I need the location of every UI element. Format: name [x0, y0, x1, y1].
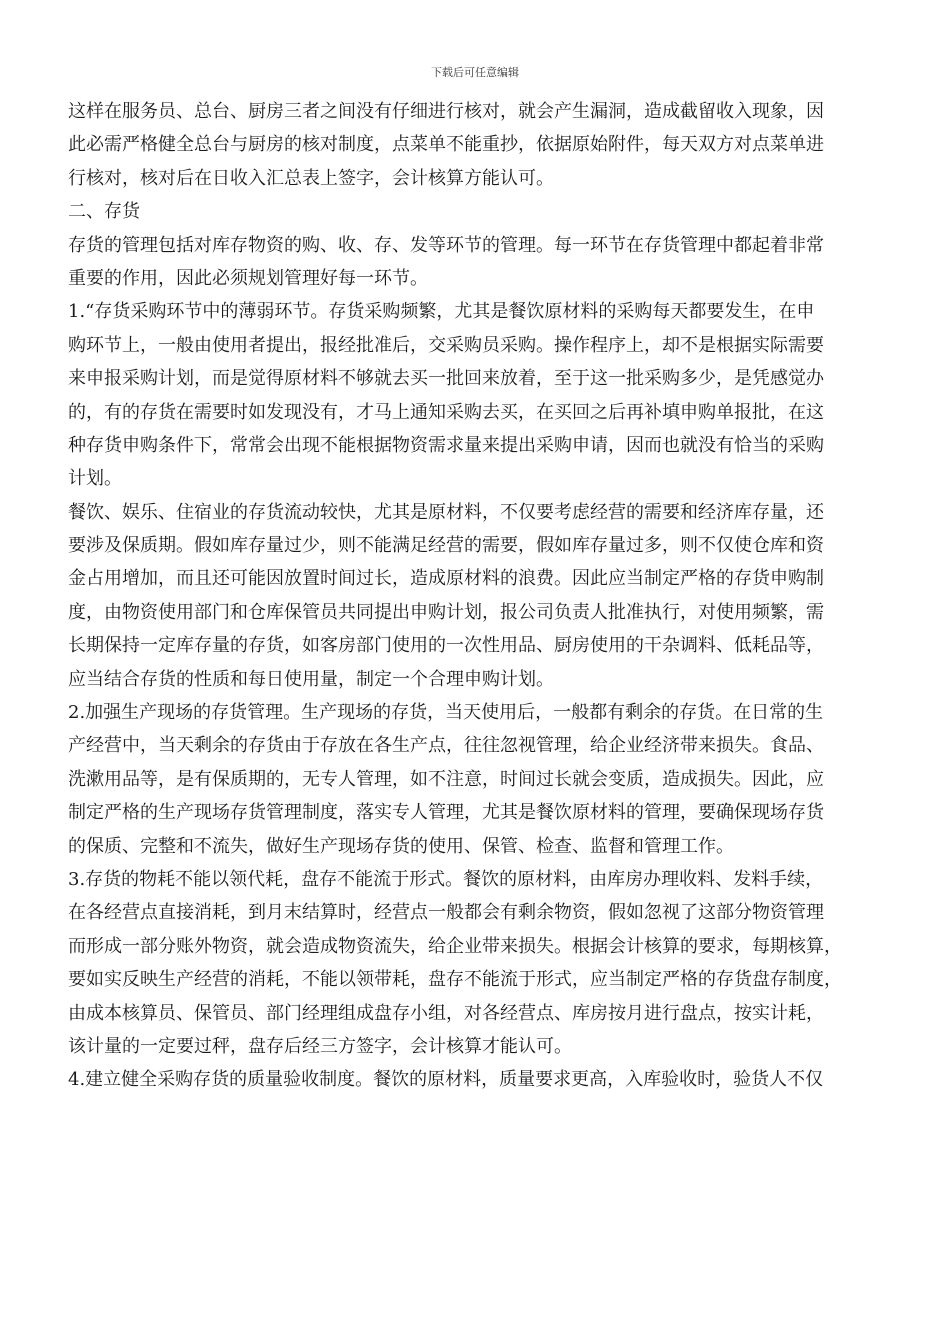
text-line: 3.存货的物耗不能以领代耗，盘存不能流于形式。餐饮的原材料，由库房办理收料、发料手续， [68, 868, 824, 890]
text-line: 餐饮、娱乐、住宿业的存货流动较快，尤其是原材料，不仅要考虑经营的需要和经济库存量，还 [68, 501, 824, 523]
text-line: 洗漱用品等，是有保质期的，无专人管理，如不注意，时间过长就会变质，造成损失。因此，应 [68, 768, 824, 790]
text-line: 计划。 [68, 468, 122, 490]
text-line: 该计量的一定要过秤，盘存后经三方签字，会计核算才能认可。 [68, 1035, 572, 1057]
text-line: 的，有的存货在需要时如发现没有，才马上通知采购去买，在买回之后再补填申购单报批，在这 [68, 401, 824, 423]
text-line: 由成本核算员、保管员、部门经理组成盘存小组，对各经营点、库房按月进行盘点，按实计耗， [68, 1002, 824, 1024]
text-line: 在各经营点直接消耗，到月末结算时，经营点一般都会有剩余物资，假如忽视了这部分物资管理 [68, 902, 824, 924]
text-line: 行核对，核对后在日收入汇总表上签字，会计核算方能认可。 [68, 167, 554, 189]
text-line: 1.“存货采购环节中的薄弱环节。存货采购频繁，尤其是餐饮原材料的采购每天都要发生，在申 [68, 301, 815, 323]
text-line: 度，由物资使用部门和仓库保管员共同提出申购计划，报公司负责人批准执行，对使用频繁，需 [68, 601, 824, 623]
text-line: 种存货申购条件下，常常会出现不能根据物资需求量来提出采购申请，因而也就没有恰当的采购 [68, 434, 824, 456]
page-header: 下载后可任意编辑 [431, 66, 519, 79]
text-line: 存货的管理包括对库存物资的购、收、存、发等环节的管理。每一环节在存货管理中都起着非常 [68, 234, 824, 256]
section-heading: 二、存货 [68, 201, 140, 223]
document-body [68, 95, 880, 1097]
text-line: 2.加强生产现场的存货管理。生产现场的存货，当天使用后，一般都有剩余的存货。在日常的生 [68, 702, 824, 724]
text-line: 这样在服务员、总台、厨房三者之间没有仔细进行核对，就会产生漏洞，造成截留收入现象，因 [68, 101, 824, 122]
text-line: 应当结合存货的性质和每日使用量，制定一个合理申购计划。 [68, 668, 554, 690]
text-line: 要如实反映生产经营的消耗，不能以领带耗，盘存不能流于形式，应当制定严格的存货盘存制度， [68, 969, 842, 991]
text-line: 4.建立健全采购存货的质量验收制度。餐饮的原材料，质量要求更高，入库验收时，验货人不仅 [68, 1069, 824, 1091]
text-line: 长期保持一定库存量的存货，如客房部门使用的一次性用品、厨房使用的干杂调料、低耗品等， [68, 635, 824, 657]
text-line: 来申报采购计划，而是觉得原材料不够就去买一批回来放着，至于这一批采购多少，是凭感觉办 [68, 368, 824, 390]
text-line: 购环节上，一般由使用者提出，报经批准后，交采购员采购。操作程序上，却不是根据实际需要 [68, 334, 824, 356]
text-line: 制定严格的生产现场存货管理制度，落实专人管理，尤其是餐饮原材料的管理，要确保现场存货 [68, 802, 824, 824]
text-line: 金占用增加，而且还可能因放置时间过长，造成原材料的浪费。因此应当制定严格的存货申购制 [68, 568, 824, 590]
text-line: 产经营中，当天剩余的存货由于存放在各生产点，往往忽视管理，给企业经济带来损失。食品、 [68, 735, 824, 757]
text-line: 要涉及保质期。假如库存量过少，则不能满足经营的需要，假如库存量过多，则不仅使仓库和资 [68, 535, 824, 557]
text-line: 而形成一部分账外物资，就会造成物资流失，给企业带来损失。根据会计核算的要求，每期核算， [68, 935, 842, 957]
text-line: 重要的作用，因此必须规划管理好每一环节。 [68, 267, 428, 289]
text-line: 的保质、完整和不流失，做好生产现场存货的使用、保管、检查、监督和管理工作。 [68, 835, 734, 857]
text-line: 此必需严格健全总台与厨房的核对制度，点菜单不能重抄，依据原始附件，每天双方对点菜单进 [68, 134, 824, 156]
